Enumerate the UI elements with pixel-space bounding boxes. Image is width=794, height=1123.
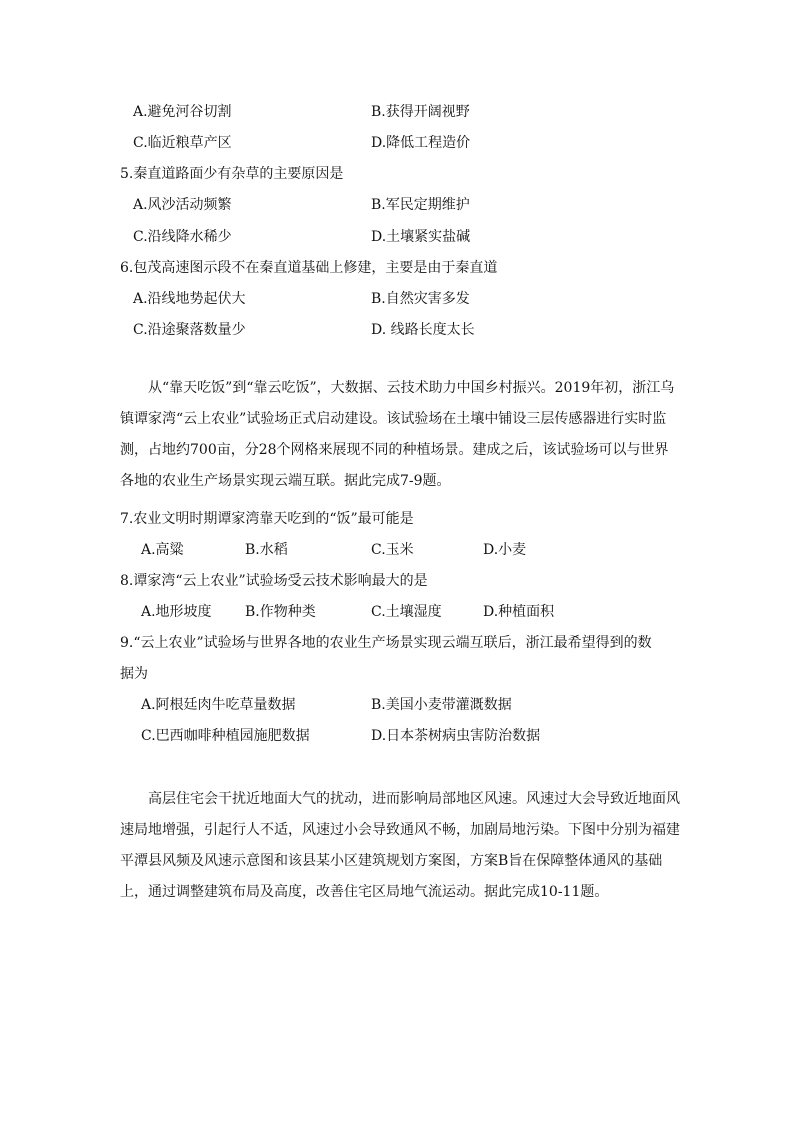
q9-option-d: D.日本茶树病虫害防治数据 <box>371 728 541 744</box>
q4-option-b: B.获得开阔视野 <box>371 104 470 120</box>
q6-option-d: D. 线路长度太长 <box>371 322 475 338</box>
passage-high-rise-wind-text: 高层住宅会干扰近地面大气的扰动，进而影响局部地区风速。风速过大会导致近地面风速局地增强，引起行人不适，风速过小会导致通风不畅，加剧局地污染。下图中分别为福建平潭县风频及风速示意图和该县某小区建筑规划方案图，方案B旨在保障整体通风的基础上，通过调整建筑布局及高度，改善住宅区局地气流运动。据此完成10-11题。 <box>120 791 680 900</box>
q5-option-a: A.风沙活动频繁 <box>133 197 232 213</box>
q5-option-b: B.军民定期维护 <box>371 197 470 213</box>
q7-stem: 7.农业文明时期谭家湾靠天吃到的“饭”最可能是 <box>120 511 414 527</box>
q6-stem: 6.包茂高速图示段不在秦直道基础上修建，主要是由于秦直道 <box>120 260 498 276</box>
q8-option-d: D.种植面积 <box>483 604 555 620</box>
q8-stem: 8.谭家湾“云上农业”试验场受云技术影响最大的是 <box>120 573 428 589</box>
q6-option-a: A.沿线地势起伏大 <box>133 291 246 307</box>
q8-option-a: A.地形坡度 <box>141 604 212 620</box>
q4-option-a: A.避免河谷切割 <box>133 104 232 120</box>
q7-option-a: A.高粱 <box>141 542 184 558</box>
q4-option-d: D.降低工程造价 <box>371 135 471 151</box>
q7-option-b: B.水稻 <box>245 542 288 558</box>
q6-option-b: B.自然灾害多发 <box>371 291 470 307</box>
q7-option-d: D.小麦 <box>483 542 527 558</box>
q7-option-c: C.玉米 <box>371 542 414 558</box>
q9-stem-line2: 据为 <box>120 666 148 682</box>
q4-option-c: C.临近粮草产区 <box>133 135 232 151</box>
q8-option-b: B.作物种类 <box>245 604 316 620</box>
q9-option-c: C.巴西咖啡种植园施肥数据 <box>141 728 310 744</box>
passage-cloud-agriculture-text: 从“靠天吃饭”到“靠云吃饭”，大数据、云技术助力中国乡村振兴。2019年初，浙江乌镇谭家湾“云上农业”试验场正式启动建设。该试验场在土壤中铺设三层传感器进行实时监测，占地约700亩，分28个网格来展现不同的种植场景。建成之后，该试验场可以与世界各地的农业生产场景实现云端互联。据此完成7-9题。 <box>120 380 675 489</box>
q9-stem-line1: 9.“云上农业”试验场与世界各地的农业生产场景实现云端互联后，浙江最希望得到的数 <box>120 635 652 651</box>
q5-option-c: C.沿线降水稀少 <box>133 229 232 245</box>
q9-option-b: B.美国小麦带灌溉数据 <box>371 697 512 713</box>
q5-option-d: D.土壤紧实盐碱 <box>371 229 471 245</box>
q6-option-c: C.沿途聚落数量少 <box>133 322 246 338</box>
q9-option-a: A.阿根廷肉牛吃草量数据 <box>141 697 296 713</box>
q5-stem: 5.秦直道路面少有杂草的主要原因是 <box>120 166 344 182</box>
passage-high-rise-wind <box>120 784 680 908</box>
q8-option-c: C.土壤湿度 <box>371 604 442 620</box>
passage-cloud-agriculture <box>120 373 680 497</box>
